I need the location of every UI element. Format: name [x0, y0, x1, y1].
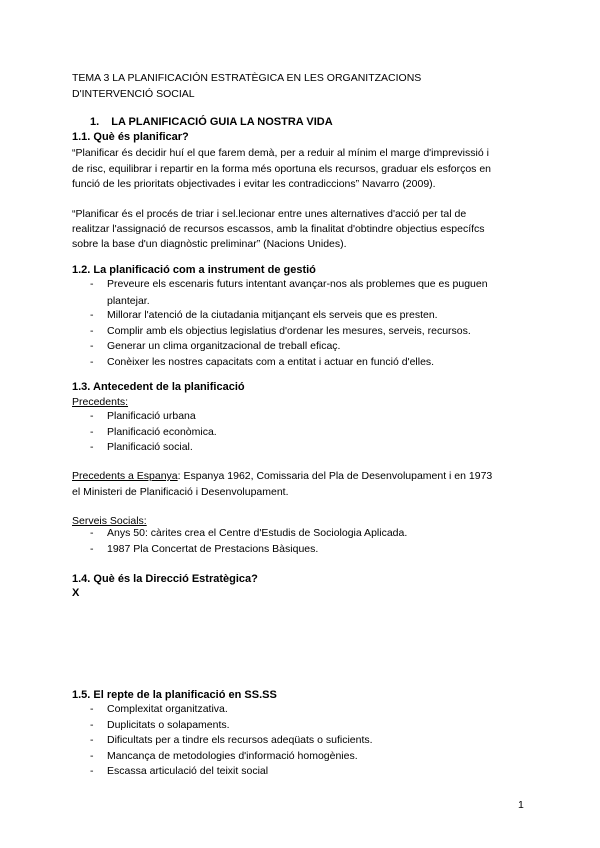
section-1-4-body: X: [72, 587, 80, 599]
precedents-espanya-text: : Espanya 1962, Comissaria del Pla de Desenvolupament i en 1973: [177, 470, 493, 482]
serveis-socials-list: [90, 526, 407, 557]
list-item: - Escassa articulació del teixit social: [90, 764, 373, 780]
list-item: - Complexitat organitzativa.: [90, 702, 373, 718]
list-item: - 1987 Pla Concertat de Prestacions Bàsiques.: [90, 542, 407, 558]
section-1-title: LA PLANIFICACIÓ GUIA LA NOSTRA VIDA: [111, 116, 333, 128]
page-number: 1: [518, 799, 524, 811]
list-item: - Planificació social.: [90, 440, 217, 456]
precedents-label: Precedents:: [72, 396, 129, 408]
doc-title-line-1: TEMA 3 LA PLANIFICACIÓN ESTRATÈGICA EN LES ORGANITZACIONS: [72, 72, 422, 84]
section-1-heading: [90, 114, 333, 130]
quote-2-line-3: sobre la base d'un diagnòstic preliminar” (Nacions Unides).: [72, 238, 347, 250]
serveis-socials-label: Serveis Socials:: [72, 515, 147, 527]
doc-title-line-2: D'INTERVENCIÓ SOCIAL: [72, 88, 195, 100]
quote-2-line-2: realitzar l'assignació de recursos escassos, amb la finalitat d'obtindre objectius específcs: [72, 223, 485, 235]
precedents-espanya-line-2: el Ministeri de Planificació i Desenvolupament.: [72, 486, 289, 498]
quote-1-line-3: funció de les prioritats objectivades i evitar les contradiccions” Navarro (2009).: [72, 178, 436, 190]
section-1-2-list: [90, 277, 488, 293]
list-item: - Complir amb els objectius legislatius d'ordenar les mesures, serveis, recursos.: [90, 324, 471, 340]
section-1-number: 1.: [90, 116, 100, 128]
quote-2-line-1: “Planificar és el procés de triar i sel.lecionar entre unes alternatives d'acció per tal de: [72, 208, 467, 220]
section-1-2-heading: 1.2. La planificació com a instrument de gestió: [72, 264, 316, 276]
precedents-espanya-label: Precedents a Espanya: [72, 470, 178, 482]
list-item-continuation: plantejar.: [107, 295, 150, 307]
list-item: - Generar un clima organitzacional de treball eficaç.: [90, 339, 471, 355]
quote-1-line-2: de risc, equilibrar i repartir en la forma més oportuna els recursos, graduar els esforços en: [72, 163, 492, 175]
section-1-1-heading: 1.1. Què és planificar?: [72, 131, 189, 143]
list-item: - Duplicitats o solapaments.: [90, 718, 373, 734]
list-item: - Planificació econòmica.: [90, 425, 217, 441]
list-item: - Dificultats per a tindre els recursos adeqüats o suficients.: [90, 733, 373, 749]
precedents-espanya-line-1: [72, 468, 492, 484]
precedents-list: [90, 409, 217, 456]
list-item: - Mancança de metodologies d'informació homogènies.: [90, 749, 373, 765]
list-item: - Conèixer les nostres capacitats com a entitat i actuar en funció d'elles.: [90, 355, 471, 371]
section-1-5-list: [90, 702, 373, 780]
list-item: - Anys 50: càrites crea el Centre d'Estudis de Sociologia Aplicada.: [90, 526, 407, 542]
quote-1-line-1: “Planificar és decidir huí el que farem demà, per a reduir al mínim el marge d'imprevissió i: [72, 147, 489, 159]
section-1-3-heading: 1.3. Antecedent de la planificació: [72, 381, 245, 393]
section-1-2-list-cont: [90, 308, 471, 370]
list-item: - Planificació urbana: [90, 409, 217, 425]
list-item: - Preveure els escenaris futurs intentant avançar-nos als problemes que es puguen: [90, 277, 488, 293]
section-1-5-heading: 1.5. El repte de la planificació en SS.SS: [72, 689, 277, 701]
section-1-4-heading: 1.4. Què és la Direcció Estratègica?: [72, 573, 258, 585]
list-item: - Millorar l'atenció de la ciutadania mitjançant els serveis que es presten.: [90, 308, 471, 324]
